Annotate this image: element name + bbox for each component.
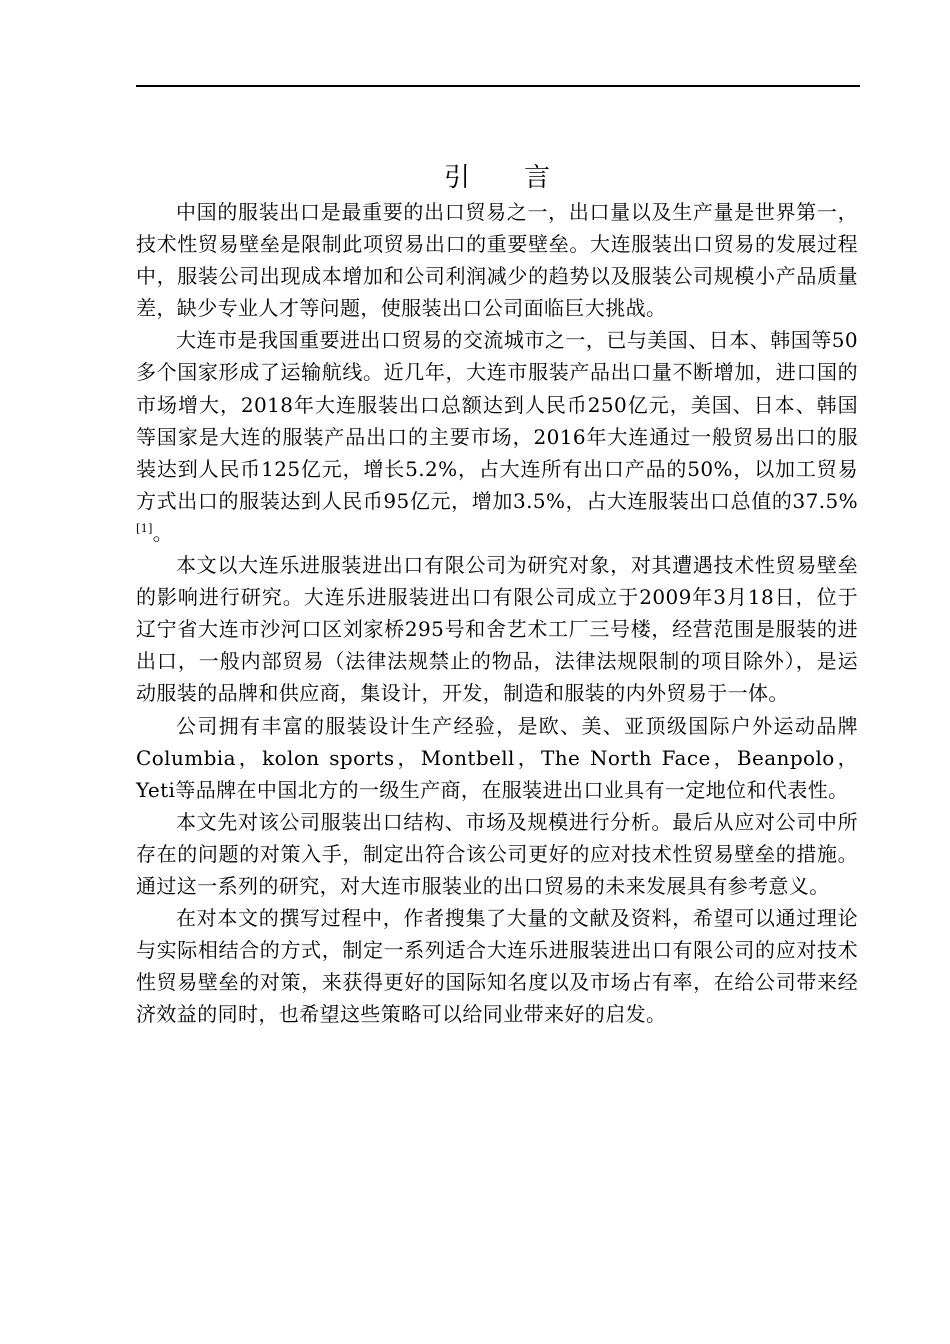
- paragraph-6: 在对本文的撰写过程中，作者搜集了大量的文献及资料，希望可以通过理论与实际相结合的方式，制定一系列适合大连乐进服装进出口有限公司的应对技术性贸易壁垒的对策，来获得更好的国际知名度以及市场占有率，在给公司带来经济效益的同时，也希望这些策略可以给同业带来好的启发。: [136, 906, 858, 1027]
- section-title: [136, 160, 860, 196]
- paragraph-1: 中国的服装出口是最重要的出口贸易之一，出口量以及生产量是世界第一，技术性贸易壁垒是限制此项贸易出口的重要壁垒。大连服装出口贸易的发展过程中，服装公司出现成本增加和公司利润减少的趋势以及服装公司规模小产品质量差，缺少专业人才等问题，使服装出口公司面临巨大挑战。: [136, 200, 858, 321]
- paragraph-2-text: 大连市是我国重要进出口贸易的交流城市之一，已与美国、日本、韩国等50多个国家形成了运输航线。近几年，大连市服装产品出口量不断增加，进口国的市场增大，2018年大连服装出口总额达到人民币250亿元，美国、日本、韩国等国家是大连的服装产品出口的主要市场，2016年大连通过一般贸易出口的服装达到人民币125亿元，增长5.2%，占大连所有出口产品的50%，以加工贸易方式出口的服装达到人民币95亿元，增加3.5%，占大连服装出口总值的37.5%: [136, 328, 858, 513]
- paragraph-3: 本文以大连乐进服装进出口有限公司为研究对象，对其遭遇技术性贸易壁垒的影响进行研究。大连乐进服装进出口有限公司成立于2009年3月18日，位于辽宁省大连市沙河口区刘家桥295号和舍艺术工厂三号楼，经营范围是服装的进出口，一般内部贸易（法律法规禁止的物品，法律法规限制的项目除外），是运动服装的品牌和供应商，集设计，开发，制造和服装的内外贸易于一体。: [136, 553, 858, 706]
- paragraph-4: 公司拥有丰富的服装设计生产经验，是欧、美、亚顶级国际户外运动品牌Columbia，kolon sports，Montbell，The North Face，Beanpolo，Yeti等品牌在中国北方的一级生产商，在服装进出口业具有一定地位和代表性。: [136, 713, 858, 802]
- section-title-char-2: 言: [524, 163, 553, 193]
- paragraph-5: 本文先对该公司服装出口结构、市场及规模进行分析。最后从应对公司中所存在的问题的对策入手，制定出符合该公司更好的应对技术性贸易壁垒的措施。通过这一系列的研究，对大连市服装业的出口贸易的未来发展具有参考意义。: [136, 809, 858, 898]
- citation-reference: [1]: [136, 521, 153, 535]
- paragraph-2-tail: 。: [152, 520, 174, 545]
- paragraph-2: [136, 324, 858, 549]
- body-text: [136, 196, 858, 1030]
- header-rule: [136, 85, 860, 87]
- section-title-char-1: 引: [443, 163, 472, 193]
